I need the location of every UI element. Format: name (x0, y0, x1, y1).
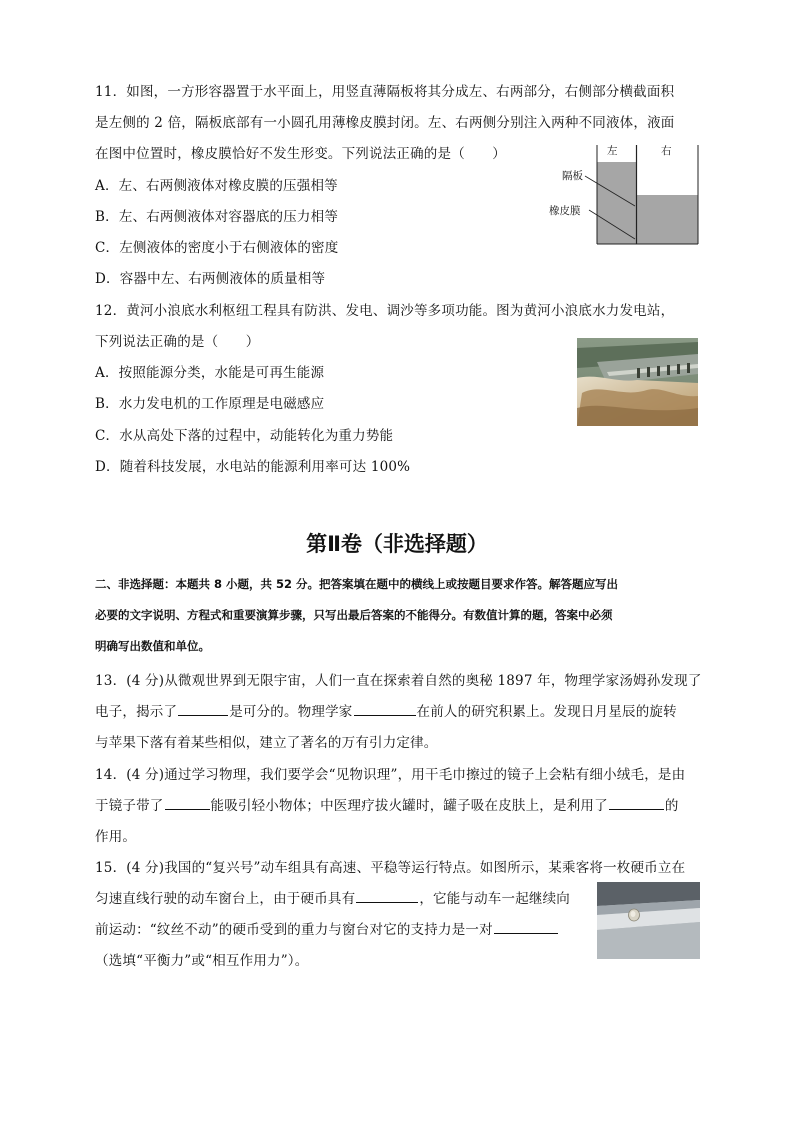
dam-photo-svg (577, 338, 698, 426)
q13-line-3: 与苹果下落有着某些相似，建立了著名的万有引力定律。 (95, 735, 438, 751)
q13-line-2-part-c: 在前人的研究积累上。发现日月星辰的旋转 (416, 704, 677, 720)
q11-stem-line-3: 在图中位置时，橡皮膜恰好不发生形变。下列说法正确的是（ ） (95, 146, 506, 162)
q11-option-c: C．左侧液体的密度小于右侧液体的密度 (95, 240, 339, 256)
q11-option-d: D．容器中左、右两侧液体的质量相等 (95, 271, 326, 287)
q12-option-a: A．按照能源分类，水能是可再生能源 (95, 365, 325, 381)
section-instruction-line-1: 二、非选择题：本题共 8 小题，共 52 分。把答案填在题中的横线上或按题目要求作答。解答题应写出 (95, 577, 619, 591)
section-title: 第Ⅱ卷（非选择题） (306, 532, 488, 556)
q15-line-3 (95, 918, 559, 938)
dam-photo (577, 338, 698, 426)
q14-line-3: 作用。 (95, 829, 137, 845)
q14-line-2-part-b: 能吸引轻小物体；中医理疗拔火罐时，罐子吸在皮肤上，是利用了 (210, 798, 608, 814)
q12-option-d: D．随着科技发展，水电站的能源利用率可达 100% (95, 459, 411, 475)
q15-answer-blank-2[interactable] (494, 920, 558, 934)
q12-option-c: C．水从高处下落的过程中，动能转化为重力势能 (95, 428, 394, 444)
q15-line-3-part-a: 前运动：“纹丝不动”的硬币受到的重力与窗台对它的支持力是一对 (95, 922, 493, 938)
q14-answer-blank-2[interactable] (609, 796, 664, 810)
q15-answer-blank-1[interactable] (356, 889, 418, 903)
q13-answer-blank-2[interactable] (354, 702, 416, 716)
q15-line-4: （选填“平衡力”或“相互作用力”）。 (95, 953, 309, 969)
q15-line-2-part-b: ，它能与动车一起继续向 (419, 891, 571, 907)
q12-option-b: B．水力发电机的工作原理是电磁感应 (95, 396, 325, 412)
section-instruction-line-3: 明确写出数值和单位。 (95, 639, 210, 653)
q14-line-1: 14．(4 分)通过学习物理，我们要学会“见物识理”，用干毛巾擦过的镜子上会粘有细小绒毛，是由 (95, 767, 686, 783)
container-svg (545, 140, 705, 250)
q11-option-b: B．左、右两侧液体对容器底的压力相等 (95, 209, 339, 225)
q15-line-2 (95, 887, 570, 907)
q13-answer-blank-1[interactable] (178, 702, 228, 716)
q12-stem-line-1: 12．黄河小浪底水利枢纽工程具有防洪、发电、调沙等多项功能。图为黄河小浪底水力发电站， (95, 303, 675, 319)
q11-stem-line-2: 是左侧的 2 倍，隔板底部有一小圆孔用薄橡皮膜封闭。左、右两侧分别注入两种不同液体，液面 (95, 115, 675, 131)
q15-line-1: 15．(4 分)我国的“复兴号”动车组具有高速、平稳等运行特点。如图所示，某乘客将一枚硬币立在 (95, 860, 686, 876)
section-instruction-line-2: 必要的文字说明、方程式和重要演算步骤，只写出最后答案的不能得分。有数值计算的题，答案中必须 (95, 608, 613, 622)
q14-answer-blank-1[interactable] (165, 796, 210, 810)
q14-line-2-part-a: 于镜子带了 (95, 798, 164, 814)
coin-photo (597, 882, 700, 959)
q11-container-diagram (545, 140, 705, 250)
q12-stem-line-2: 下列说法正确的是（ ） (95, 334, 260, 350)
q14-line-2-part-c: 的 (664, 798, 679, 814)
q11-stem-line-1: 11．如图，一方形容器置于水平面上，用竖直薄隔板将其分成左、右两部分，右侧部分横截面积 (95, 84, 675, 100)
label-left: 左 (607, 145, 618, 157)
q15-line-2-part-a: 匀速直线行驶的动车窗台上，由于硬币具有 (95, 891, 356, 907)
coin-photo-svg (597, 882, 700, 959)
label-partition: 隔板 (562, 170, 583, 182)
q14-line-2 (95, 794, 679, 814)
label-right: 右 (661, 145, 672, 157)
q13-line-2-part-a: 电子，揭示了 (95, 704, 178, 720)
q11-option-a: A．左、右两侧液体对橡皮膜的压强相等 (95, 178, 338, 194)
q13-line-2-part-b: 是可分的。物理学家 (229, 704, 353, 720)
q13-line-2 (95, 700, 677, 720)
right-liquid (637, 195, 698, 244)
label-membrane: 橡皮膜 (549, 205, 581, 217)
q13-line-1: 13．(4 分)从微观世界到无限宇宙，人们一直在探索着自然的奥秘 1897 年，物理学家汤姆孙发现了 (95, 673, 702, 689)
